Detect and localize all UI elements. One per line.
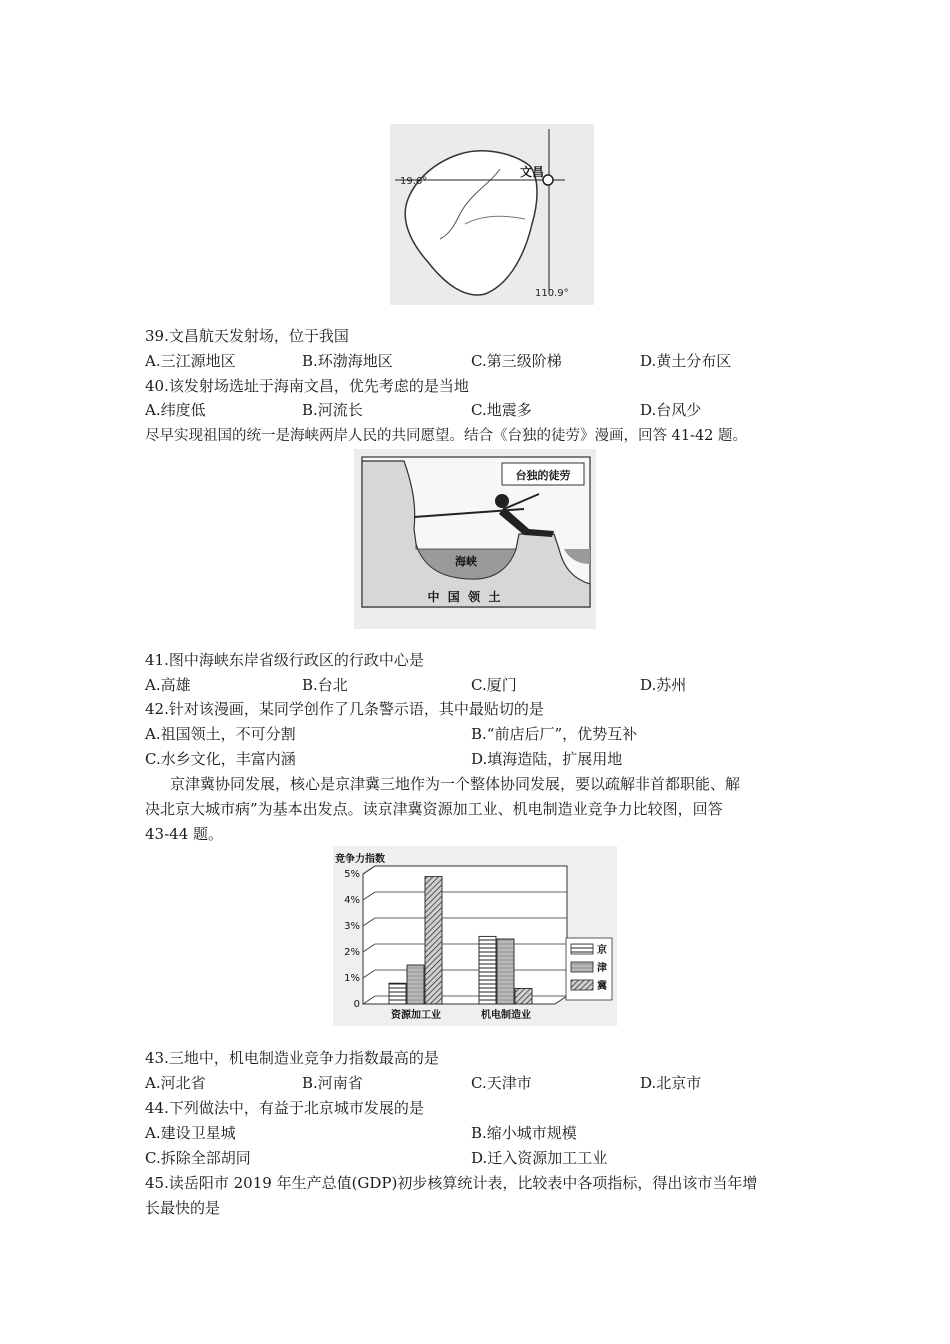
legend-label: 京 [597, 945, 607, 956]
q41-option-d: D.苏州 [640, 676, 687, 694]
strait-label: 海峡 [455, 555, 477, 568]
y-tick-label: 2% [344, 947, 360, 958]
q42-option-a: A.祖国领土，不可分割 [145, 725, 296, 743]
question-43: 43.三地中，机电制造业竞争力指数最高的是 [145, 1049, 439, 1067]
competitiveness-chart [333, 846, 617, 1026]
intro-43-44-line1: 京津冀协同发展，核心是京津冀三地作为一个整体协同发展，要以疏解非首都职能、解 [170, 775, 741, 793]
cartoon-title: 台独的徒劳 [515, 469, 571, 482]
y-tick-label: 0 [353, 999, 360, 1010]
q41-option-b: B.台北 [302, 676, 348, 694]
q43-option-b: B.河南省 [302, 1074, 363, 1092]
category-label: 机电制造业 [481, 1010, 531, 1021]
question-45-line2: 长最快的是 [145, 1199, 221, 1217]
question-39: 39.文昌航天发射场，位于我国 [145, 327, 349, 345]
wenchang-marker [543, 175, 553, 185]
intro-43-44-line3: 43-44 题。 [145, 825, 224, 843]
q39-option-b: B.环渤海地区 [302, 352, 393, 370]
territory-label: 中 国 领 土 [427, 590, 501, 604]
city-label: 文昌 [520, 165, 545, 179]
q39-option-a: A.三江源地区 [145, 352, 236, 370]
latitude-label: 19.6° [400, 176, 428, 187]
q40-option-a: A.纬度低 [145, 401, 206, 419]
q40-option-c: C.地震多 [471, 401, 532, 419]
q43-option-a: A.河北省 [145, 1074, 206, 1092]
longitude-label: 110.9° [535, 288, 569, 299]
q43-option-d: D.北京市 [640, 1074, 702, 1092]
q39-option-c: C.第三级阶梯 [471, 352, 562, 370]
q42-option-c: C.水乡文化，丰富内涵 [145, 750, 296, 768]
bar [425, 877, 442, 1004]
q40-option-d: D.台风少 [640, 401, 702, 419]
q41-option-c: C.厦门 [471, 676, 517, 694]
q43-option-c: C.天津市 [471, 1074, 532, 1092]
q39-option-d: D.黄土分布区 [640, 352, 732, 370]
legend-swatch [571, 962, 593, 972]
cartoon-figure [354, 449, 596, 629]
legend-label: 冀 [597, 981, 607, 992]
hainan-map [390, 124, 594, 305]
category-label: 资源加工业 [391, 1010, 441, 1021]
question-45-line1: 45.读岳阳市 2019 年生产总值(GDP)初步核算统计表，比较表中各项指标，得出该市当年增 [145, 1174, 758, 1192]
bar [389, 983, 406, 1004]
y-tick-label: 3% [344, 921, 360, 932]
q44-option-a: A.建设卫星城 [145, 1124, 236, 1142]
question-42: 42.针对该漫画，某同学创作了几条警示语，其中最贴切的是 [145, 700, 544, 718]
legend-label: 津 [597, 963, 607, 974]
q44-option-b: B.缩小城市规模 [471, 1124, 577, 1142]
y-tick-label: 1% [344, 973, 360, 984]
q42-option-b: B.“前店后厂”，优势互补 [471, 725, 638, 743]
bar [497, 939, 514, 1004]
legend-swatch [571, 980, 593, 990]
q44-option-d: D.迁入资源加工工业 [471, 1149, 608, 1167]
chart-ylabel: 竞争力指数 [335, 854, 385, 865]
legend-swatch [571, 944, 593, 954]
bar [407, 965, 424, 1004]
question-44: 44.下列做法中，有益于北京城市发展的是 [145, 1099, 424, 1117]
bar [479, 936, 496, 1004]
intro-43-44-line2: 决北京大城市病”为基本出发点。读京津冀资源加工业、机电制造业竞争力比较图，回答 [145, 800, 723, 818]
q41-option-a: A.高雄 [145, 676, 191, 694]
bar [515, 988, 532, 1004]
q44-option-c: C.拆除全部胡同 [145, 1149, 251, 1167]
figure-head [495, 494, 509, 508]
y-tick-label: 4% [344, 895, 360, 906]
question-41: 41.图中海峡东岸省级行政区的行政中心是 [145, 651, 424, 669]
q40-option-b: B.河流长 [302, 401, 363, 419]
question-40: 40.该发射场选址于海南文昌，优先考虑的是当地 [145, 377, 469, 395]
y-tick-label: 5% [344, 869, 360, 880]
intro-41-42: 尽早实现祖国的统一是海峡两岸人民的共同愿望。结合《台独的徒劳》漫画，回答 41-42 题。 [145, 428, 748, 444]
q42-option-d: D.填海造陆，扩展用地 [471, 750, 623, 768]
